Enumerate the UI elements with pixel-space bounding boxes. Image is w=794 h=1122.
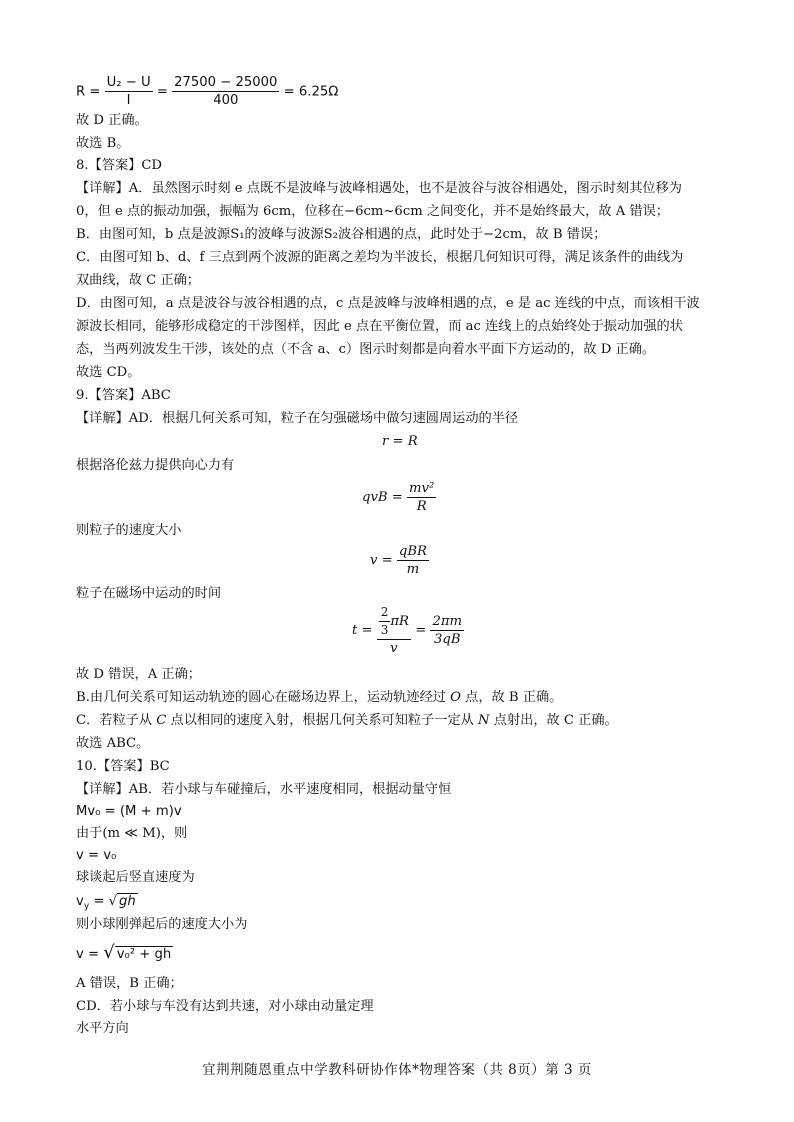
text-line: 球谈起后竖直速度为	[76, 870, 195, 885]
equation-momentum: Mv₀ = (M + m)v	[76, 804, 182, 819]
fraction	[397, 543, 429, 578]
equation-final-speed	[76, 944, 173, 964]
equals: =	[89, 894, 109, 909]
text-line: C．由图可知 b、d、f 三点到两个波源的距离之差均为半波长，根据几何知识可得，满足该条件的曲线为	[76, 250, 684, 265]
fraction	[172, 74, 279, 109]
subscript: y	[83, 901, 90, 912]
inner-numerator: 2	[379, 604, 391, 622]
eq-lhs: t =	[352, 623, 373, 638]
text-line	[76, 712, 618, 730]
text-line: 0，但 e 点的振动加强，振幅为 6cm，位移在−6cm~6cm 之间变化，并不是始终最大，故 A 错误；	[76, 204, 669, 219]
inner-denominator: 3	[380, 623, 389, 637]
eq-lhs: v =	[370, 553, 393, 568]
text-span: 点射出，故 C 正确。	[489, 713, 618, 728]
text-line: 故 D 错误，A 正确；	[76, 667, 201, 682]
text-line: 粒子在磁场中运动的时间	[76, 586, 222, 601]
equation-lorentz	[362, 480, 436, 515]
answer-heading-10: 10.【答案】BC	[76, 759, 170, 774]
text-line: 则粒子的速度大小	[76, 523, 182, 538]
eq-lhs: v =	[76, 947, 104, 962]
inner-fraction	[379, 604, 391, 639]
sqrt-sign: √	[108, 894, 117, 909]
numerator: qBR	[398, 544, 427, 559]
numerator: 27500 − 25000	[174, 75, 278, 90]
numerator: U₂ − U	[106, 75, 151, 90]
numerator	[377, 604, 411, 640]
text-line: 则小球刚弹起后的速度大小为	[76, 917, 248, 932]
numerator: mv²	[409, 481, 435, 496]
fraction	[407, 480, 436, 515]
fraction	[430, 613, 464, 648]
fraction	[105, 74, 153, 109]
eq-lhs: v	[76, 894, 84, 909]
numerator: 2πm	[432, 614, 463, 629]
eq-lhs: R =	[76, 84, 101, 100]
text-line: D．由图可知，a 点是波谷与波谷相遇的点，c 点是波峰与波峰相遇的点，e 是 ac 连线的中点，而该相干波	[76, 296, 700, 311]
denominator: m	[406, 562, 420, 577]
text-span: 点，故 B 正确。	[460, 690, 563, 705]
text-line: 故选 ABC。	[76, 736, 150, 751]
text-line: B．由图可知，b 点是波源S₁的波峰与波源S₂波谷相遇的点，此时处于−2cm，故 B 错误；	[76, 227, 607, 242]
text-line: A 错误，B 正确；	[76, 976, 183, 991]
equals: =	[415, 623, 427, 638]
equation-velocity	[370, 543, 429, 578]
text-line: 态，当两列波发生干涉，该处的点（不含 a、c）图示时刻都是向着水平面下方运动的，故 D 正确。	[76, 342, 656, 357]
text-line: CD．若小球与车没有达到共速，对小球由动量定理	[76, 999, 374, 1014]
answer-heading-8: 8.【答案】CD	[76, 158, 162, 173]
equation-vy	[76, 893, 138, 916]
radicand: gh	[118, 894, 136, 909]
page-footer: 宜荆荆随恩重点中学教科研协作体*物理答案（共 8页）第 3 页	[202, 1062, 592, 1078]
text-line: 双曲线，故 C 正确；	[76, 273, 200, 288]
equation-resistance	[76, 74, 338, 109]
denominator: v	[390, 641, 398, 656]
fraction	[377, 604, 411, 657]
equation-time	[352, 604, 464, 657]
math-symbol: N	[478, 713, 490, 728]
denominator: 400	[213, 93, 239, 108]
text-line: 源波长相同，能够形成稳定的干涉图样，因此 e 点在平衡位置，而 ac 连线上的点始终处于振动加强的状	[76, 319, 683, 334]
text-line: 【详解】AD．根据几何关系可知，粒子在匀强磁场中做匀速圆周运动的半径	[76, 411, 519, 426]
denominator: 3qB	[433, 632, 461, 647]
radicand: v₀² + gh	[116, 947, 172, 962]
text-span: 点以相同的速度入射，根据几何关系可知粒子一定从	[166, 713, 479, 728]
sqrt-sign: √	[103, 942, 115, 963]
numerator-tail: πR	[390, 614, 409, 629]
equation-radius: r = R	[382, 434, 418, 449]
math-symbol: O	[450, 690, 461, 705]
text-line: 故 D 正确。	[76, 113, 148, 128]
text-line: 水平方向	[76, 1021, 129, 1036]
text-line: 由于(m ≪ M)，则	[76, 826, 188, 841]
eq-result: = 6.25Ω	[283, 84, 339, 100]
denominator: R	[416, 499, 427, 514]
math-symbol: C	[156, 713, 167, 728]
text-line: 故选 B。	[76, 136, 130, 151]
text-line: 【详解】AB．若小球与车碰撞后，水平速度相同，根据动量守恒	[76, 782, 452, 797]
equals: =	[156, 84, 168, 100]
denominator: I	[126, 93, 131, 108]
text-line: 故选 CD。	[76, 365, 141, 380]
answer-heading-9: 9.【答案】ABC	[76, 388, 171, 403]
text-span: B.由几何关系可知运动轨迹的圆心在磁场边界上，运动轨迹经过	[76, 690, 451, 705]
text-line: 【详解】A．虽然图示时刻 e 点既不是波峰与波峰相遇处，也不是波谷与波谷相遇处，图示时刻其位移为	[76, 181, 682, 196]
eq-lhs: qvB =	[362, 490, 403, 505]
equation-v0: v = v₀	[76, 848, 117, 863]
text-line: 根据洛伦兹力提供向心力有	[76, 458, 235, 473]
text-span: C．若粒子从	[76, 713, 157, 728]
text-line	[76, 689, 562, 707]
